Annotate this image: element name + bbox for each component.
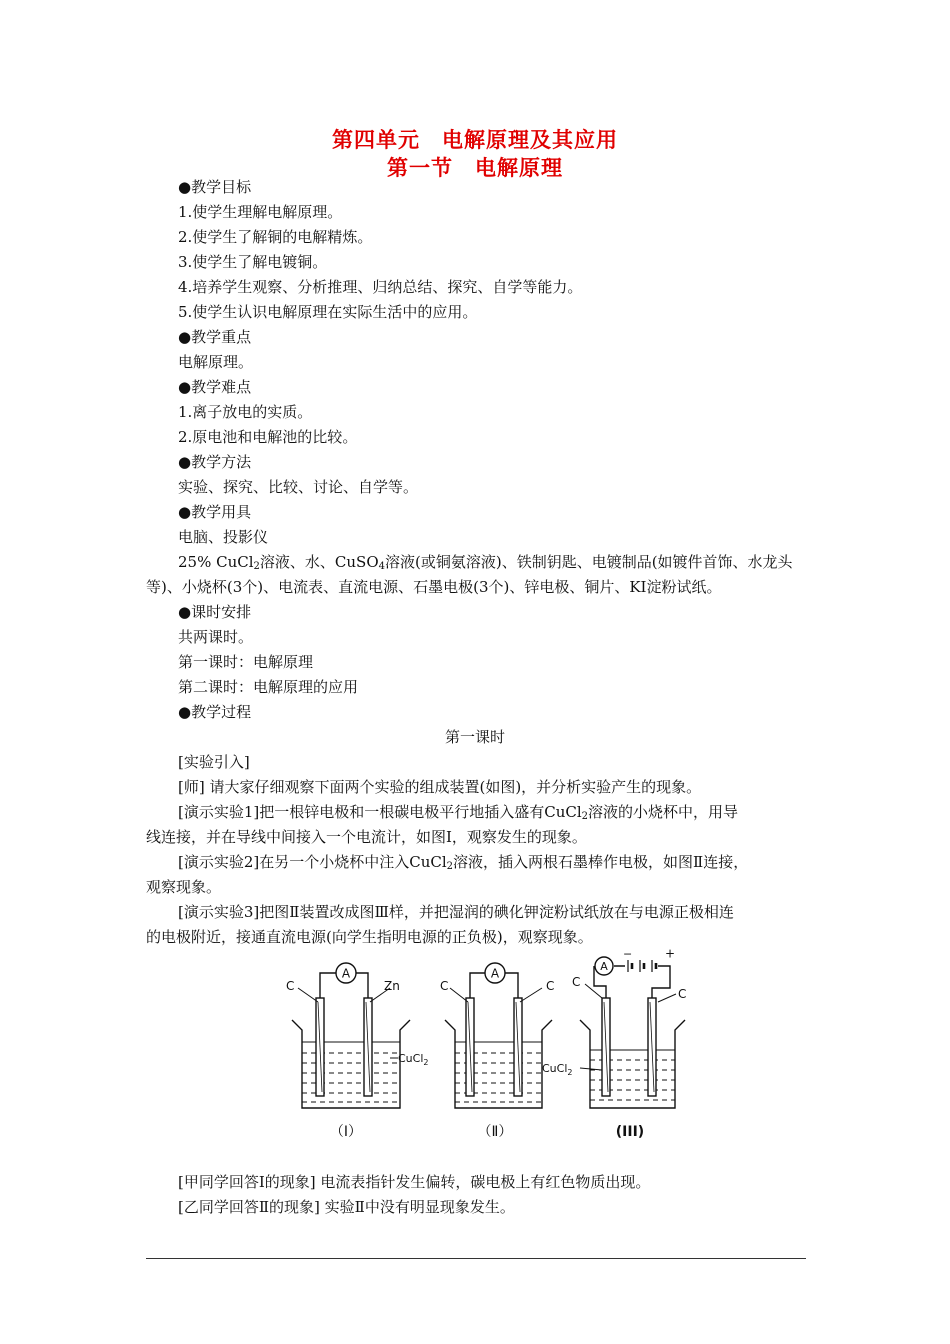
caption-3: (III) xyxy=(615,1124,645,1140)
heading-methods: ●教学方法 xyxy=(178,453,252,471)
text-part: 溶液，插入两根石墨棒作电极，如图Ⅱ连接， xyxy=(453,853,749,871)
label-c: C xyxy=(572,975,581,989)
solution-label: CuCl$_2$ xyxy=(398,1052,429,1067)
schedule-lesson-2: 第二课时：电解原理的应用 xyxy=(178,678,359,696)
subscript: 2 xyxy=(581,811,589,822)
text-part: [演示实验2]在另一个小烧杯中注入CuCl xyxy=(178,853,447,871)
subscript: 4 xyxy=(378,561,385,572)
objective-3: 3.使学生了解电镀铜。 xyxy=(178,253,328,271)
footer-rule xyxy=(146,1258,806,1259)
caption-2: （Ⅱ） xyxy=(477,1124,513,1140)
label-zn: Zn xyxy=(384,979,400,993)
student-b-answer: [乙同学回答Ⅱ的现象] 实验Ⅱ中没有明显现象发生。 xyxy=(178,1198,515,1216)
key-point-text: 电解原理。 xyxy=(178,353,254,371)
student-a-answer: [甲同学回答Ⅰ的现象] 电流表指针发生偏转，碳电极上有红色物质出现。 xyxy=(178,1173,651,1191)
methods-text: 实验、探究、比较、讨论、自学等。 xyxy=(178,478,419,496)
experiment-intro: [实验引入] xyxy=(178,753,250,771)
label-c: C xyxy=(678,987,687,1001)
text-part: [演示实验1]把一根锌电极和一根碳电极平行地插入盛有CuCl xyxy=(178,803,582,821)
materials-part: 25% CuCl xyxy=(178,553,254,571)
teacher-prompt: [师] 请大家仔细观察下面两个实验的组成装置(如图)，并分析实验产生的现象。 xyxy=(178,778,702,796)
beaker-1 xyxy=(286,963,410,1108)
caption-1: （Ⅰ） xyxy=(329,1124,363,1140)
objective-1: 1.使学生理解电解原理。 xyxy=(178,203,343,221)
positive-terminal-label: + xyxy=(665,946,676,961)
schedule-total: 共两课时。 xyxy=(178,628,254,646)
beaker-3 xyxy=(542,947,686,1109)
heading-objectives: ●教学目标 xyxy=(178,178,252,196)
section-title: 第一节 电解原理 xyxy=(387,155,563,180)
demo-2-line-1 xyxy=(178,852,748,877)
objective-4: 4.培养学生观察、分析推理、归纳总结、探究、自学等能力。 xyxy=(178,278,583,296)
heading-process: ●教学过程 xyxy=(178,703,252,721)
demo-3-line-1: [演示实验3]把图Ⅱ装置改成图Ⅲ样，并把湿润的碘化钾淀粉试纸放在与电源正极相连 xyxy=(178,903,734,921)
objective-2: 2.使学生了解铜的电解精炼。 xyxy=(178,228,373,246)
tools-text: 电脑、投影仪 xyxy=(178,528,269,546)
schedule-lesson-1: 第一课时：电解原理 xyxy=(178,653,314,671)
difficulty-2: 2.原电池和电解池的比较。 xyxy=(178,428,358,446)
heading-difficulties: ●教学难点 xyxy=(178,378,252,396)
objective-5: 5.使学生认识电解原理在实际生活中的应用。 xyxy=(178,303,478,321)
ammeter-label: A xyxy=(490,966,500,981)
materials-line-1 xyxy=(178,552,793,577)
negative-terminal-label: − xyxy=(623,947,633,961)
text-part: 溶液的小烧杯中，用导 xyxy=(588,803,739,821)
demo-1-line-1 xyxy=(178,802,738,827)
dc-power-source-icon xyxy=(628,960,656,972)
subscript: 2 xyxy=(446,861,454,872)
demo-3-line-2: 的电极附近，接通直流电源(向学生指明电源的正负极)，观察现象。 xyxy=(146,928,593,946)
label-c: C xyxy=(546,979,555,993)
heading-schedule: ●课时安排 xyxy=(178,603,252,621)
ammeter-label: A xyxy=(341,966,351,981)
materials-part: 溶液、水、CuSO xyxy=(259,553,379,571)
demo-2-line-2: 观察现象。 xyxy=(146,878,222,896)
materials-part: 溶液(或铜氨溶液)、铁制钥匙、电镀制品(如镀件首饰、水龙头 xyxy=(385,553,793,571)
materials-line-2: 等)、小烧杯(3个)、电流表、直流电源、石墨电极(3个)、锌电极、铜片、KI淀粉试纸。 xyxy=(146,578,722,596)
solution-label: CuCl$_2$ xyxy=(542,1062,573,1077)
demo-1-line-2: 线连接，并在导线中间接入一个电流计，如图Ⅰ，观察发生的现象。 xyxy=(146,828,587,846)
beaker-2 xyxy=(440,963,554,1108)
lesson-heading: 第一课时 xyxy=(444,728,505,746)
heading-tools: ●教学用具 xyxy=(178,503,252,521)
ammeter-label: A xyxy=(600,960,608,973)
electrolysis-apparatus-figure xyxy=(280,946,700,1148)
subscript: 2 xyxy=(253,561,260,572)
heading-key-points: ●教学重点 xyxy=(178,328,252,346)
label-c: C xyxy=(440,979,449,993)
label-c: C xyxy=(286,979,295,993)
unit-title: 第四单元 电解原理及其应用 xyxy=(332,127,618,152)
difficulty-1: 1.离子放电的实质。 xyxy=(178,403,313,421)
